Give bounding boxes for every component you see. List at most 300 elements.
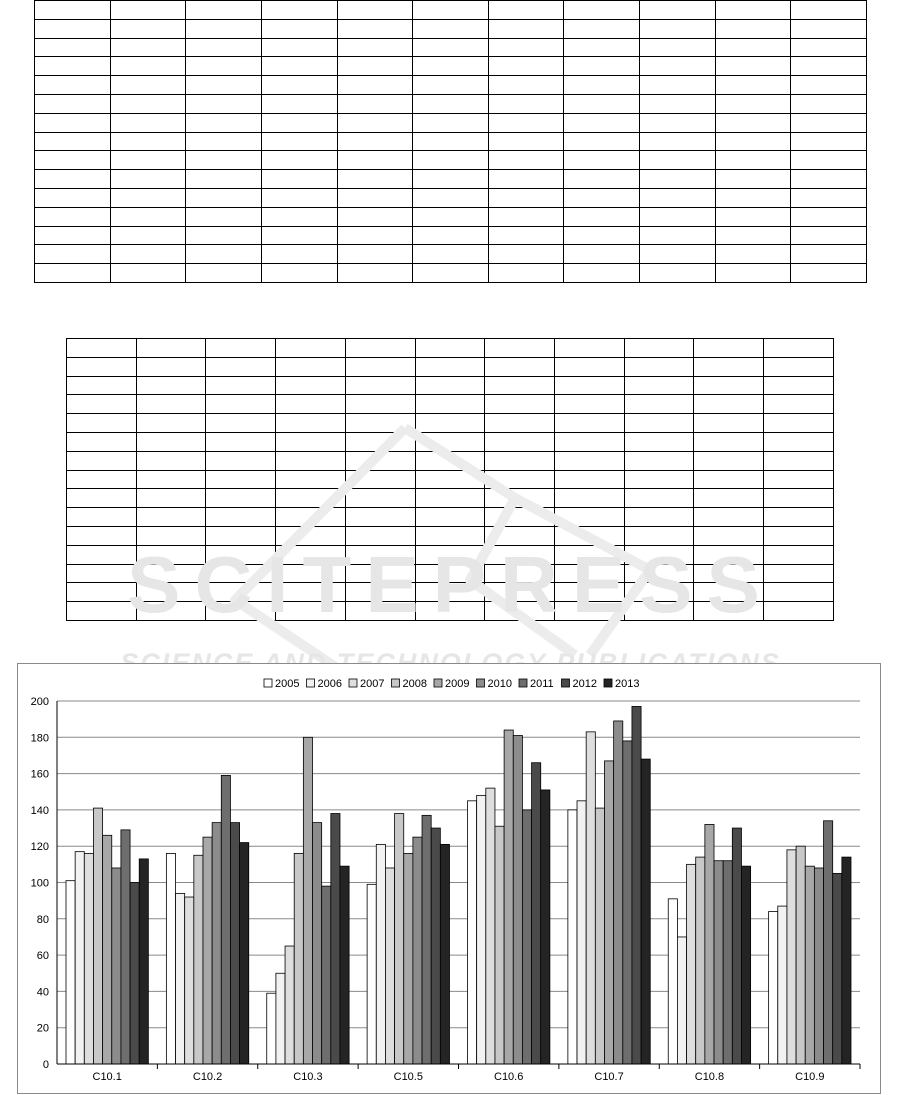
bar: [395, 814, 404, 1064]
bar: [212, 823, 221, 1064]
y-tick-label: 0: [42, 1059, 49, 1071]
table-cell: [261, 19, 337, 38]
table-cell: [715, 132, 791, 151]
bar: [824, 821, 833, 1064]
bar: [404, 853, 413, 1064]
bar: [732, 828, 741, 1064]
table-cell: [276, 357, 346, 376]
table-row: [67, 339, 834, 358]
table-cell: [564, 1, 640, 20]
table-cell: [564, 76, 640, 95]
legend-swatch: [434, 679, 442, 687]
bar: [805, 866, 814, 1064]
table-cell: [791, 188, 867, 207]
table-cell: [337, 226, 413, 245]
bar: [677, 937, 686, 1064]
table-cell: [485, 376, 555, 395]
bar: [687, 864, 696, 1064]
bar: [787, 850, 796, 1064]
table-cell: [488, 76, 564, 95]
table-cell: [715, 113, 791, 132]
bar: [166, 853, 175, 1064]
table-cell: [186, 113, 262, 132]
bar: [431, 828, 440, 1064]
table-cell: [413, 170, 489, 189]
table-cell: [345, 339, 415, 358]
table-row: [35, 57, 867, 76]
legend-label: 2008: [402, 678, 427, 690]
legend-swatch: [519, 679, 527, 687]
table-cell: [624, 395, 694, 414]
table-cell: [488, 188, 564, 207]
bar: [440, 844, 449, 1064]
table-cell: [413, 264, 489, 283]
table-cell: [564, 170, 640, 189]
bar: [586, 732, 595, 1064]
bar: [504, 730, 513, 1064]
table-cell: [715, 151, 791, 170]
table-cell: [35, 57, 111, 76]
table-cell: [791, 94, 867, 113]
table-cell: [694, 376, 764, 395]
table-row: [35, 38, 867, 57]
table-cell: [488, 19, 564, 38]
table-cell: [488, 207, 564, 226]
table-cell: [35, 151, 111, 170]
table-cell: [564, 226, 640, 245]
table-cell: [791, 226, 867, 245]
x-tick-label: C10.5: [393, 1071, 423, 1083]
y-tick-label: 180: [30, 732, 49, 745]
table-cell: [413, 188, 489, 207]
table-cell: [413, 57, 489, 76]
table-cell: [413, 207, 489, 226]
bar: [477, 795, 486, 1064]
table-cell: [35, 94, 111, 113]
table-cell: [555, 357, 625, 376]
table-cell: [791, 264, 867, 283]
table-cell: [261, 207, 337, 226]
table-cell: [640, 226, 716, 245]
table-cell: [791, 207, 867, 226]
table-row: [35, 245, 867, 264]
table-row: [35, 264, 867, 283]
table-cell: [261, 132, 337, 151]
table-cell: [624, 376, 694, 395]
bar: [796, 846, 805, 1064]
table-cell: [206, 395, 276, 414]
table-cell: [413, 19, 489, 38]
table-row: [35, 226, 867, 245]
table-cell: [337, 94, 413, 113]
bar: [331, 814, 340, 1064]
table-cell: [415, 376, 485, 395]
table-cell: [110, 76, 186, 95]
table-cell: [110, 38, 186, 57]
table-cell: [488, 38, 564, 57]
table-cell: [791, 245, 867, 264]
bar: [103, 835, 112, 1064]
table-cell: [715, 226, 791, 245]
table-cell: [186, 245, 262, 264]
y-tick-label: 120: [30, 841, 49, 854]
table-cell: [67, 357, 137, 376]
table-cell: [186, 76, 262, 95]
legend-label: 2010: [487, 678, 512, 690]
table-cell: [35, 264, 111, 283]
bar: [522, 810, 531, 1064]
x-tick-label: C10.7: [594, 1071, 624, 1083]
legend-label: 2013: [615, 678, 640, 690]
bar: [541, 790, 550, 1064]
table-cell: [715, 19, 791, 38]
table-cell: [337, 19, 413, 38]
bar: [513, 735, 522, 1064]
bar: [604, 761, 613, 1064]
table-cell: [764, 339, 834, 358]
table-cell: [186, 57, 262, 76]
y-tick-label: 200: [30, 696, 49, 708]
legend-label: 2009: [445, 678, 470, 690]
x-tick-label: C10.6: [494, 1071, 524, 1083]
table-cell: [791, 113, 867, 132]
x-tick-label: C10.8: [694, 1071, 725, 1083]
legend-swatch: [392, 679, 400, 687]
bar: [814, 868, 823, 1064]
table-cell: [261, 170, 337, 189]
bar: [769, 912, 778, 1064]
table-cell: [35, 207, 111, 226]
bar: [641, 759, 650, 1064]
table-cell: [715, 94, 791, 113]
table-cell: [110, 94, 186, 113]
y-tick-label: 80: [36, 913, 49, 926]
x-tick-label: C10.3: [293, 1071, 323, 1083]
table-cell: [35, 1, 111, 20]
table-cell: [35, 226, 111, 245]
table-cell: [110, 151, 186, 170]
bar: [668, 899, 677, 1064]
bar: [833, 873, 842, 1064]
bar: [66, 881, 75, 1064]
watermark-title: SCITEPRESS: [127, 540, 774, 629]
table-cell: [345, 395, 415, 414]
table-cell: [791, 19, 867, 38]
table-cell: [35, 113, 111, 132]
bar: [294, 853, 303, 1064]
x-tick-label: C10.1: [92, 1071, 122, 1083]
table-cell: [186, 170, 262, 189]
table-cell: [337, 76, 413, 95]
table-cell: [715, 188, 791, 207]
table-row: [35, 188, 867, 207]
legend-swatch: [562, 679, 570, 687]
y-tick-label: 60: [36, 950, 49, 963]
table-cell: [110, 170, 186, 189]
table-cell: [110, 226, 186, 245]
table-cell: [67, 339, 137, 358]
bar: [422, 815, 431, 1064]
legend-label: 2011: [530, 678, 554, 690]
table-cell: [555, 395, 625, 414]
table-row: [35, 94, 867, 113]
table-cell: [186, 19, 262, 38]
table-cell: [640, 1, 716, 20]
table-cell: [488, 132, 564, 151]
table-cell: [35, 188, 111, 207]
table-cell: [206, 357, 276, 376]
table-cell: [35, 38, 111, 57]
table-cell: [186, 132, 262, 151]
table-cell: [337, 151, 413, 170]
bar: [376, 844, 385, 1064]
table-cell: [276, 395, 346, 414]
legend-swatch: [264, 679, 272, 687]
table-row: [35, 207, 867, 226]
y-tick-label: 100: [30, 877, 49, 890]
table-cell: [640, 170, 716, 189]
legend-label: 2005: [275, 678, 300, 690]
bar: [714, 861, 723, 1064]
bar: [276, 973, 285, 1064]
table-cell: [555, 339, 625, 358]
table-cell: [564, 57, 640, 76]
table-cell: [415, 339, 485, 358]
bar: [705, 824, 714, 1064]
table-cell: [261, 151, 337, 170]
table-cell: [715, 170, 791, 189]
bar: [121, 830, 130, 1064]
bar: [577, 801, 586, 1064]
bar: [176, 893, 185, 1064]
table-cell: [640, 76, 716, 95]
table-cell: [186, 94, 262, 113]
bar: [130, 883, 139, 1065]
table-cell: [564, 94, 640, 113]
table-cell: [640, 245, 716, 264]
bar: [313, 823, 322, 1064]
table-cell: [640, 264, 716, 283]
table-cell: [640, 132, 716, 151]
table-cell: [694, 357, 764, 376]
table-cell: [261, 1, 337, 20]
legend-label: 2007: [360, 678, 385, 690]
table-cell: [337, 170, 413, 189]
bar: [185, 897, 194, 1064]
table-cell: [186, 1, 262, 20]
table-row: [35, 132, 867, 151]
bar: [568, 810, 577, 1064]
table-cell: [261, 38, 337, 57]
table-cell: [261, 113, 337, 132]
table-cell: [555, 376, 625, 395]
table-cell: [186, 38, 262, 57]
table-cell: [136, 376, 206, 395]
table-cell: [624, 339, 694, 358]
table-cell: [261, 264, 337, 283]
bar: [623, 741, 632, 1064]
table-row: [35, 76, 867, 95]
bar: [632, 706, 641, 1064]
table-cell: [715, 207, 791, 226]
table-cell: [488, 151, 564, 170]
table-cell: [261, 226, 337, 245]
table-cell: [276, 339, 346, 358]
table-cell: [110, 207, 186, 226]
table-cell: [791, 151, 867, 170]
table-cell: [206, 339, 276, 358]
table-cell: [413, 151, 489, 170]
table-cell: [715, 245, 791, 264]
bar: [367, 884, 376, 1064]
table-cell: [337, 113, 413, 132]
bar: [614, 721, 623, 1064]
table-cell: [413, 1, 489, 20]
table-cell: [413, 132, 489, 151]
table-cell: [488, 170, 564, 189]
table-row: [35, 19, 867, 38]
table-cell: [261, 76, 337, 95]
data-table-1: [34, 0, 867, 283]
table-cell: [110, 245, 186, 264]
bar: [413, 837, 422, 1064]
table-cell: [564, 19, 640, 38]
table-cell: [413, 226, 489, 245]
table-cell: [564, 113, 640, 132]
bar: [84, 853, 93, 1064]
bar: [723, 861, 732, 1064]
table-cell: [715, 264, 791, 283]
legend-swatch: [349, 679, 357, 687]
bar: [322, 886, 331, 1064]
table-cell: [337, 57, 413, 76]
table-cell: [488, 57, 564, 76]
table-cell: [337, 207, 413, 226]
table-cell: [413, 113, 489, 132]
table-cell: [715, 57, 791, 76]
table-cell: [488, 1, 564, 20]
bar: [139, 859, 148, 1064]
table-cell: [564, 38, 640, 57]
table-cell: [413, 38, 489, 57]
table-cell: [67, 376, 137, 395]
table-cell: [640, 57, 716, 76]
bar: [194, 855, 203, 1064]
table-cell: [337, 264, 413, 283]
y-tick-label: 140: [30, 804, 49, 817]
table-row: [67, 357, 834, 376]
table-cell: [485, 395, 555, 414]
bar: [778, 906, 787, 1064]
bar: [842, 857, 851, 1064]
table-cell: [485, 357, 555, 376]
table-cell: [485, 339, 555, 358]
legend-label: 2012: [572, 678, 597, 690]
x-tick-label: C10.2: [192, 1071, 223, 1083]
legend-swatch: [477, 679, 485, 687]
table-cell: [791, 132, 867, 151]
table-cell: [791, 38, 867, 57]
bar: [240, 843, 249, 1064]
table-cell: [488, 113, 564, 132]
table-cell: [413, 245, 489, 264]
bar: [267, 993, 276, 1064]
table-cell: [186, 151, 262, 170]
table-cell: [564, 207, 640, 226]
table-cell: [261, 188, 337, 207]
bar-chart-svg: [17, 663, 881, 1094]
table-cell: [35, 170, 111, 189]
table-cell: [640, 151, 716, 170]
table-cell: [715, 1, 791, 20]
table-cell: [413, 76, 489, 95]
table-cell: [640, 207, 716, 226]
table-cell: [640, 38, 716, 57]
table-cell: [35, 132, 111, 151]
table-cell: [110, 19, 186, 38]
table-cell: [67, 395, 137, 414]
table-cell: [110, 188, 186, 207]
table-cell: [694, 339, 764, 358]
table-cell: [764, 357, 834, 376]
table-cell: [564, 132, 640, 151]
table-cell: [415, 395, 485, 414]
y-tick-label: 20: [36, 1022, 49, 1035]
table-cell: [488, 245, 564, 264]
table-cell: [791, 1, 867, 20]
table-cell: [791, 57, 867, 76]
table-cell: [791, 76, 867, 95]
table-cell: [413, 94, 489, 113]
table-cell: [276, 376, 346, 395]
table-cell: [488, 226, 564, 245]
table-cell: [186, 264, 262, 283]
table-cell: [564, 151, 640, 170]
table-row: [35, 113, 867, 132]
table-cell: [791, 170, 867, 189]
table-cell: [110, 1, 186, 20]
table-cell: [337, 1, 413, 20]
table-cell: [206, 376, 276, 395]
table-cell: [261, 245, 337, 264]
bar: [595, 808, 604, 1064]
table-cell: [186, 226, 262, 245]
y-tick-label: 40: [36, 986, 49, 999]
table-cell: [136, 357, 206, 376]
table-cell: [694, 395, 764, 414]
table-cell: [564, 188, 640, 207]
table-row: [67, 376, 834, 395]
table-cell: [715, 38, 791, 57]
table-cell: [564, 245, 640, 264]
table-cell: [764, 395, 834, 414]
table-cell: [110, 264, 186, 283]
bar: [340, 866, 349, 1064]
table-cell: [186, 188, 262, 207]
table-cell: [624, 357, 694, 376]
bar: [385, 868, 394, 1064]
table-cell: [337, 188, 413, 207]
table-cell: [640, 188, 716, 207]
bar: [696, 857, 705, 1064]
table-cell: [764, 376, 834, 395]
bar: [203, 837, 212, 1064]
bar-chart: [17, 663, 881, 1094]
table-cell: [261, 57, 337, 76]
bar: [532, 763, 541, 1064]
table-cell: [564, 264, 640, 283]
table-cell: [715, 76, 791, 95]
